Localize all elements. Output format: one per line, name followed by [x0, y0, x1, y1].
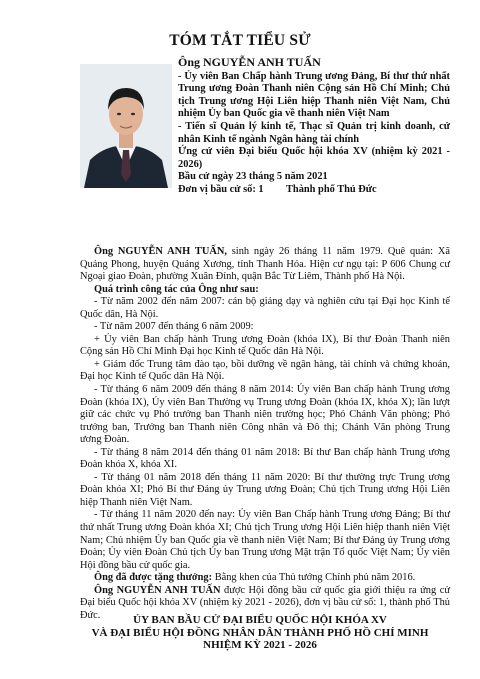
- work-item: - Từ tháng 8 năm 2014 đến tháng 01 năm 2018: Bí thư Ban chấp hành Trung ương Đoàn khóa X, khóa XI.: [80, 446, 450, 471]
- award: [80, 572, 450, 585]
- candidacy: Ứng cử viên Đại biểu Quốc hội khóa XV (nhiệm kỳ 2021 - 2026): [178, 146, 450, 170]
- current-positions: - Ủy viên Ban Chấp hành Trung ương Đảng, Bí thư thứ nhất Trung ương Đoàn Thanh niên Cộng sản Hồ Chí Minh; Chủ tịch Trung ương Hội Liên hiệp Thanh niên Việt Nam, Chủ nhiệm Ủy ban Quốc gia về thanh niên Việt Nam: [178, 70, 450, 120]
- footer-line: VÀ ĐẠI BIỂU HỘI ĐỒNG NHÂN DÂN THÀNH PHỐ HỒ CHÍ MINH: [91, 626, 429, 639]
- biography: [80, 246, 450, 622]
- bio-intro-name: Ông NGUYỄN ANH TUẤN,: [94, 246, 227, 257]
- candidate-name: Ông NGUYỄN ANH TUẤN: [178, 55, 321, 69]
- footer-line: ỦY BAN BẦU CỬ ĐẠI BIỂU QUỐC HỘI KHÓA XV: [133, 614, 387, 626]
- work-history-heading: Quá trình công tác của Ông như sau:: [94, 283, 259, 295]
- issuing-committee: [60, 614, 460, 652]
- award-text: Bằng khen của Thủ tướng Chính phủ năm 2016.: [212, 572, 416, 584]
- electoral-unit-label: Đơn vị bầu cử số: 1: [178, 183, 264, 195]
- work-item: - Từ tháng 01 năm 2018 đến tháng 11 năm 2020: Bí thư thường trực Trung ương Đoàn khóa XI; Phó Bí thư Đảng ủy Trung ương Đoàn; Chủ tịch Trung ương Hội Liên hiệp Thanh niên Việt Nam.: [80, 471, 450, 508]
- portrait-photo: [80, 64, 172, 188]
- election-date: Bầu cử ngày 23 tháng 5 năm 2021: [178, 171, 328, 183]
- electoral-unit: [178, 184, 450, 197]
- education: - Tiến sĩ Quản lý kinh tế, Thạc sĩ Quản trị kinh doanh, cử nhân Kinh tế ngành Ngân hàng tài chính: [178, 120, 450, 145]
- work-item: - Từ tháng 6 năm 2009 đến tháng 8 năm 2014: Ủy viên Ban chấp hành Trung ương Đoàn (khóa IX), Ủy viên Ban Thường vụ Trung ương Đoàn (khóa IX, khóa X); lần lượt giữ các chức vụ Phó trưởng ban Thanh niên trường học; Phó Chánh Văn phòng; Phó trưởng ban, Trưởng ban Thanh niên Công nhân và Đô thị; Chánh Văn phòng Trung ương Đoàn.: [80, 384, 450, 446]
- award-label: Ông đã được tặng thưởng:: [94, 572, 213, 584]
- bio-intro-text: sinh ngày 26 tháng 11 năm 1979. Quê quán: Xã Quảng Phong, huyện Quảng Xương, tỉnh Thanh Hóa. Hiện cư ngụ tại: P 606 Chung cư Ngoại giao Đoàn, phường Xuân Đỉnh, quận Bắc Từ Liêm, Thành phố Hà Nội.: [80, 246, 450, 283]
- work-item: + Giám đốc Trung tâm đào tạo, bồi dưỡng về ngân hàng, tài chính và chứng khoán, Đại học Kinh tế Quốc dân Hà Nội.: [80, 358, 450, 383]
- portrait-image: [80, 64, 172, 188]
- document-title: TÓM TẮT TIỂU SỬ: [169, 32, 311, 49]
- work-item: - Từ năm 2002 đến năm 2007: cán bộ giảng dạy và nghiên cứu tại Đại học Kinh tế Quốc dân, Hà Nội.: [80, 296, 450, 320]
- bio-intro: [80, 246, 450, 284]
- footer-line: NHIỆM KỲ 2021 - 2026: [203, 639, 317, 652]
- nominee-text: được Hội đồng bầu cử quốc gia giới thiệu ra ứng cử Đại biểu Quốc hội khóa XV (nhiệm kỳ 2021 - 2026), đơn vị bầu cử số: 1, thành phố Thủ Đức.: [80, 584, 450, 621]
- work-item: + Ủy viên Ban chấp hành Trung ương Đoàn (khóa IX), Bí thư Đoàn Thanh niên Cộng sản Hồ Chí Minh Đại học Kinh tế Quốc dân Hà Nội.: [80, 333, 450, 358]
- nominee-name: Ông NGUYỄN ANH TUẤN: [94, 584, 221, 596]
- electoral-unit-place: Thành phố Thủ Đức: [286, 183, 377, 195]
- work-item: - Từ tháng 11 năm 2020 đến nay: Ủy viên Ban Chấp hành Trung ương Đảng; Bí thư thứ nhất Trung ương Đoàn khóa XI; Chủ tịch Trung ương Hội Liên hiệp thanh niên Việt Nam; Chủ nhiệm Ủy ban Quốc gia về thanh niên Việt Nam; Bí thư Đảng ủy Trung ương Đoàn; Ủy viên Đoàn Chủ tịch Ủy ban Trung ương Mặt trận Tổ quốc Việt Nam; Ủy viên Hội đồng bầu cử quốc gia.: [80, 509, 450, 571]
- work-item: - Từ năm 2007 đến tháng 6 năm 2009:: [94, 321, 254, 333]
- candidate-summary: [178, 56, 450, 197]
